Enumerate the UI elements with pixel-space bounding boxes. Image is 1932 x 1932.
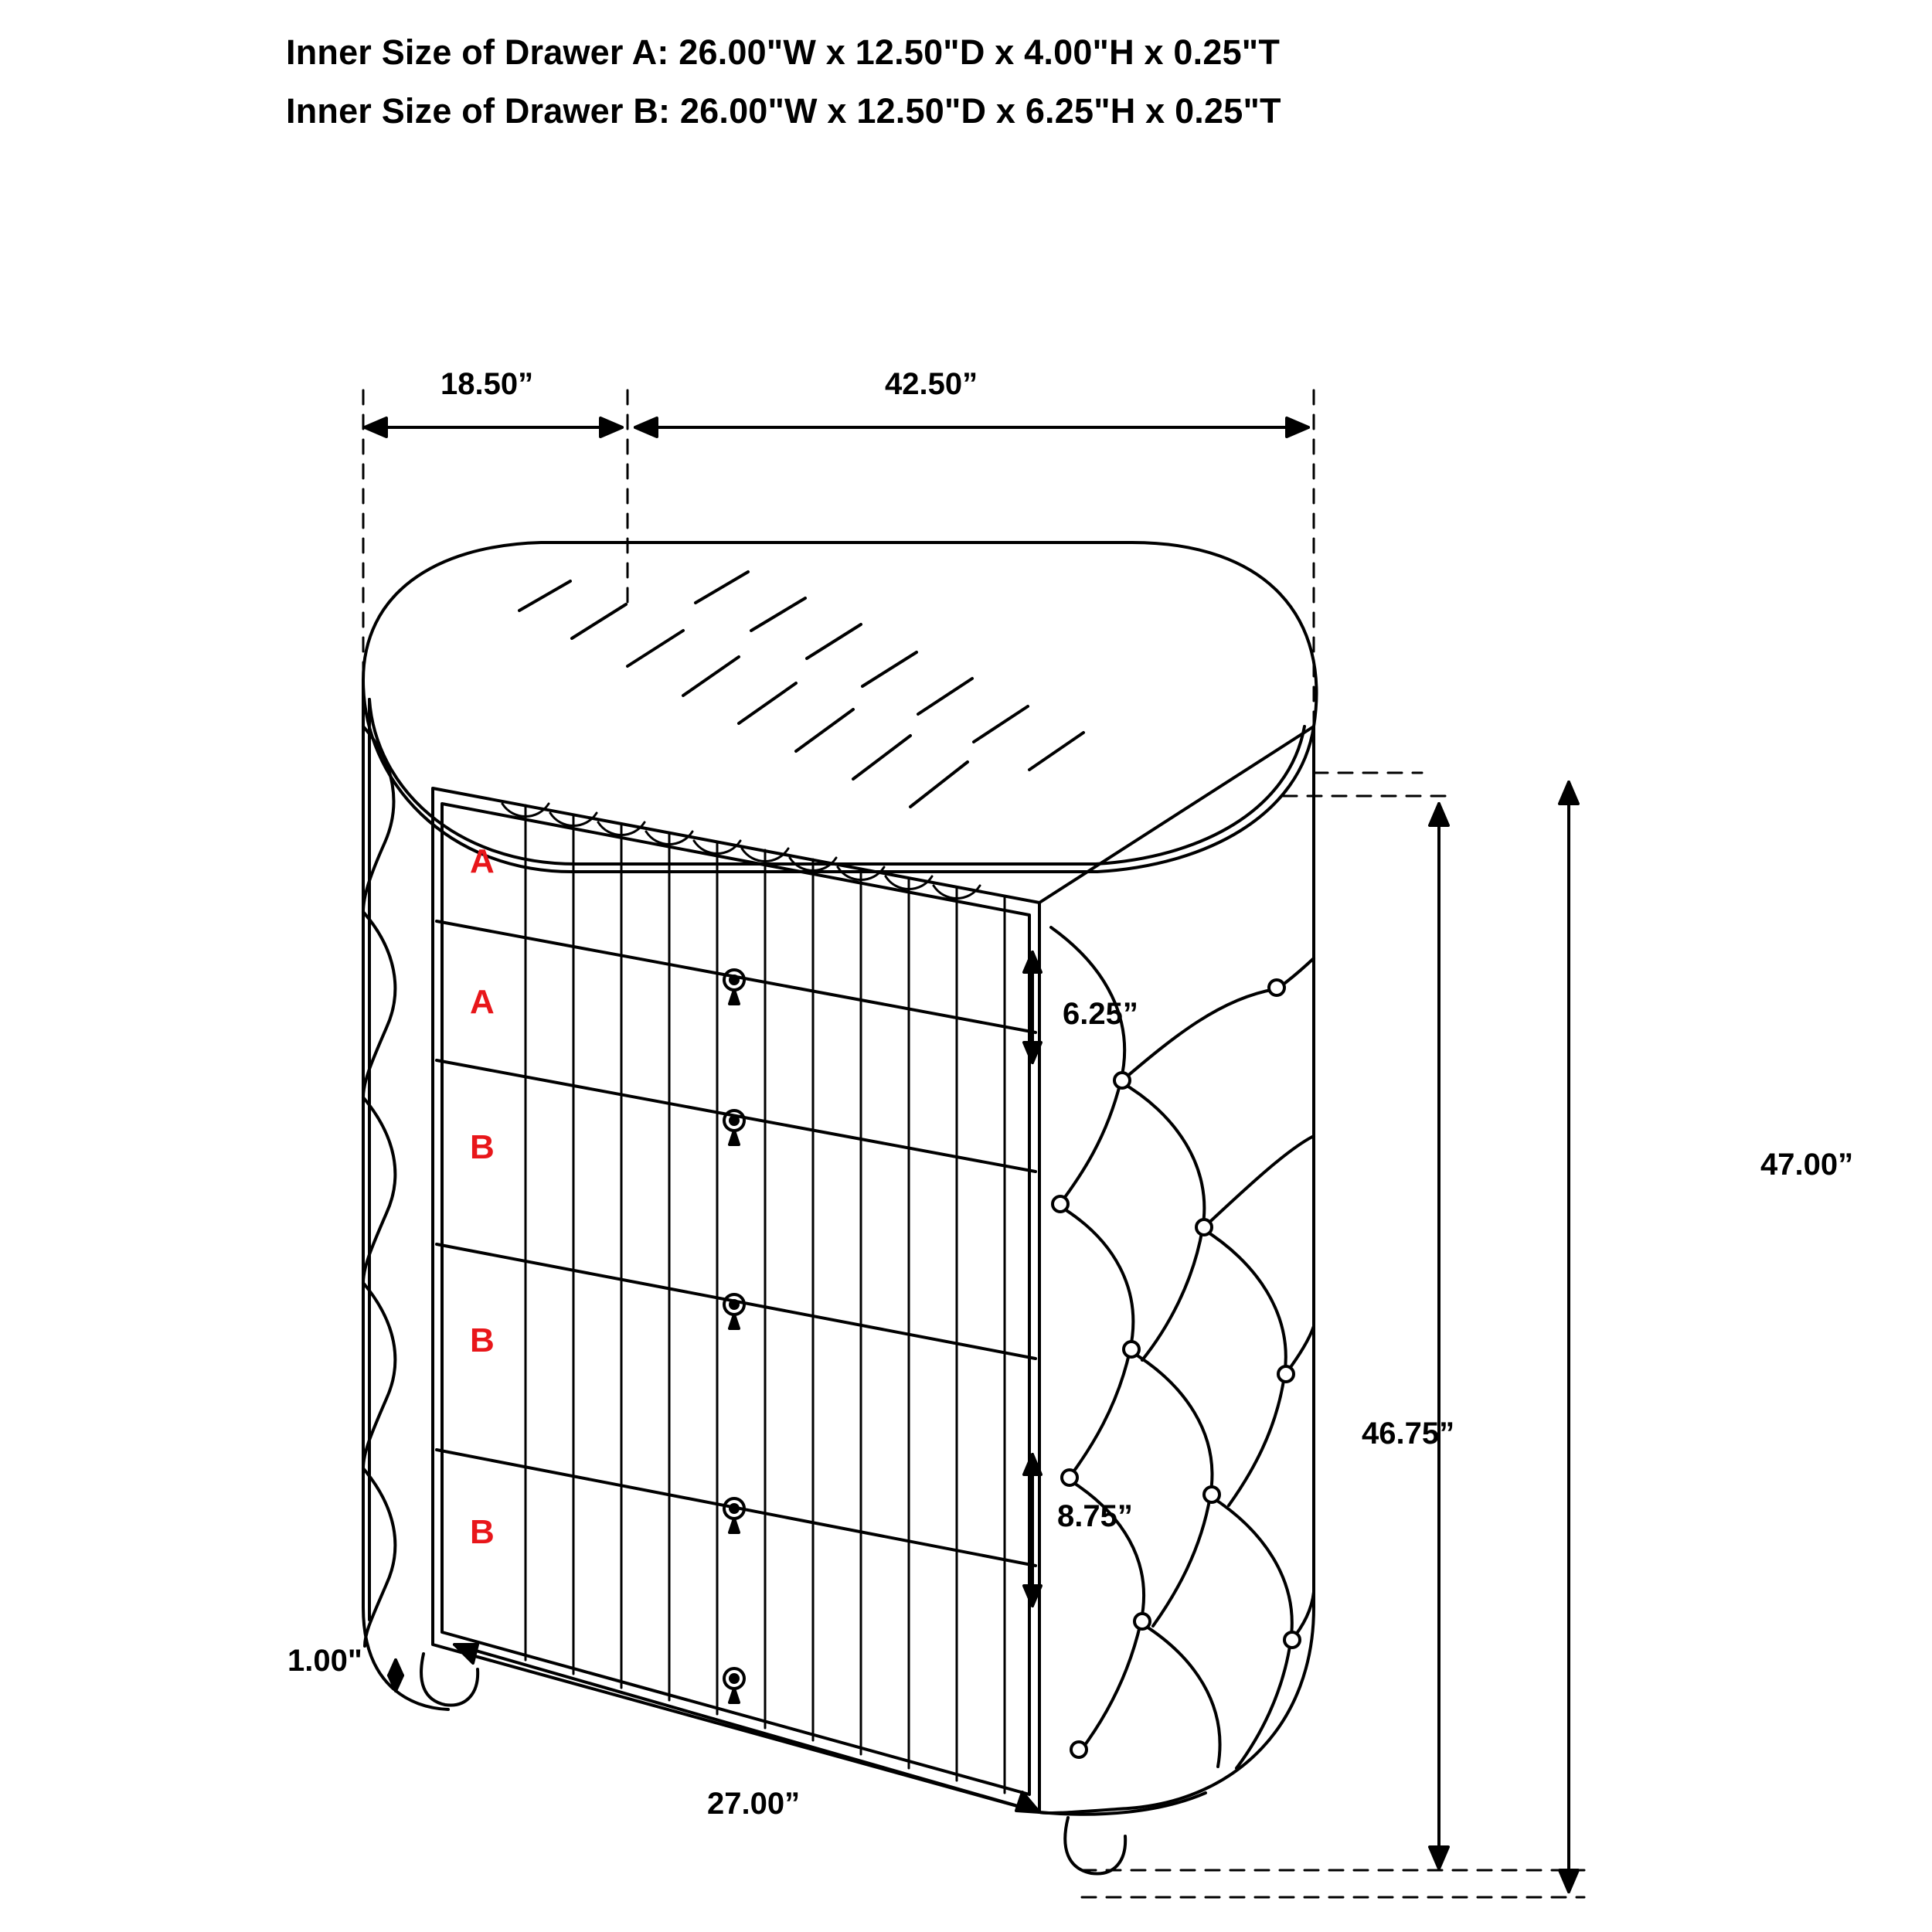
drawer-label-b-3: B: [470, 1513, 495, 1551]
dim-label-cabinet-height: 46.75”: [1362, 1417, 1455, 1451]
dim-label-overall-height: 47.00”: [1760, 1148, 1854, 1182]
drawer-label-b-2: B: [470, 1321, 495, 1359]
dim-label-leg-height: 1.00": [287, 1644, 362, 1678]
drawer-label-b-1: B: [470, 1128, 495, 1166]
dim-label-top-left-width: 18.50”: [440, 367, 534, 401]
dim-label-drawer-a-height: 6.25”: [1063, 997, 1138, 1031]
dim-label-front-width: 27.00”: [707, 1787, 801, 1821]
dim-label-top-right-width: 42.50”: [885, 367, 978, 401]
drawer-b-inner-size-note: Inner Size of Drawer B: 26.00"W x 12.50"D x 6.25"H x 0.25"T: [286, 91, 1281, 131]
drawer-label-a-1: A: [470, 842, 495, 880]
drawer-a-inner-size-note: Inner Size of Drawer A: 26.00"W x 12.50"D x 4.00"H x 0.25"T: [286, 32, 1281, 72]
dim-label-drawer-b-height: 8.75”: [1057, 1499, 1133, 1533]
drawer-label-a-2: A: [470, 983, 495, 1021]
